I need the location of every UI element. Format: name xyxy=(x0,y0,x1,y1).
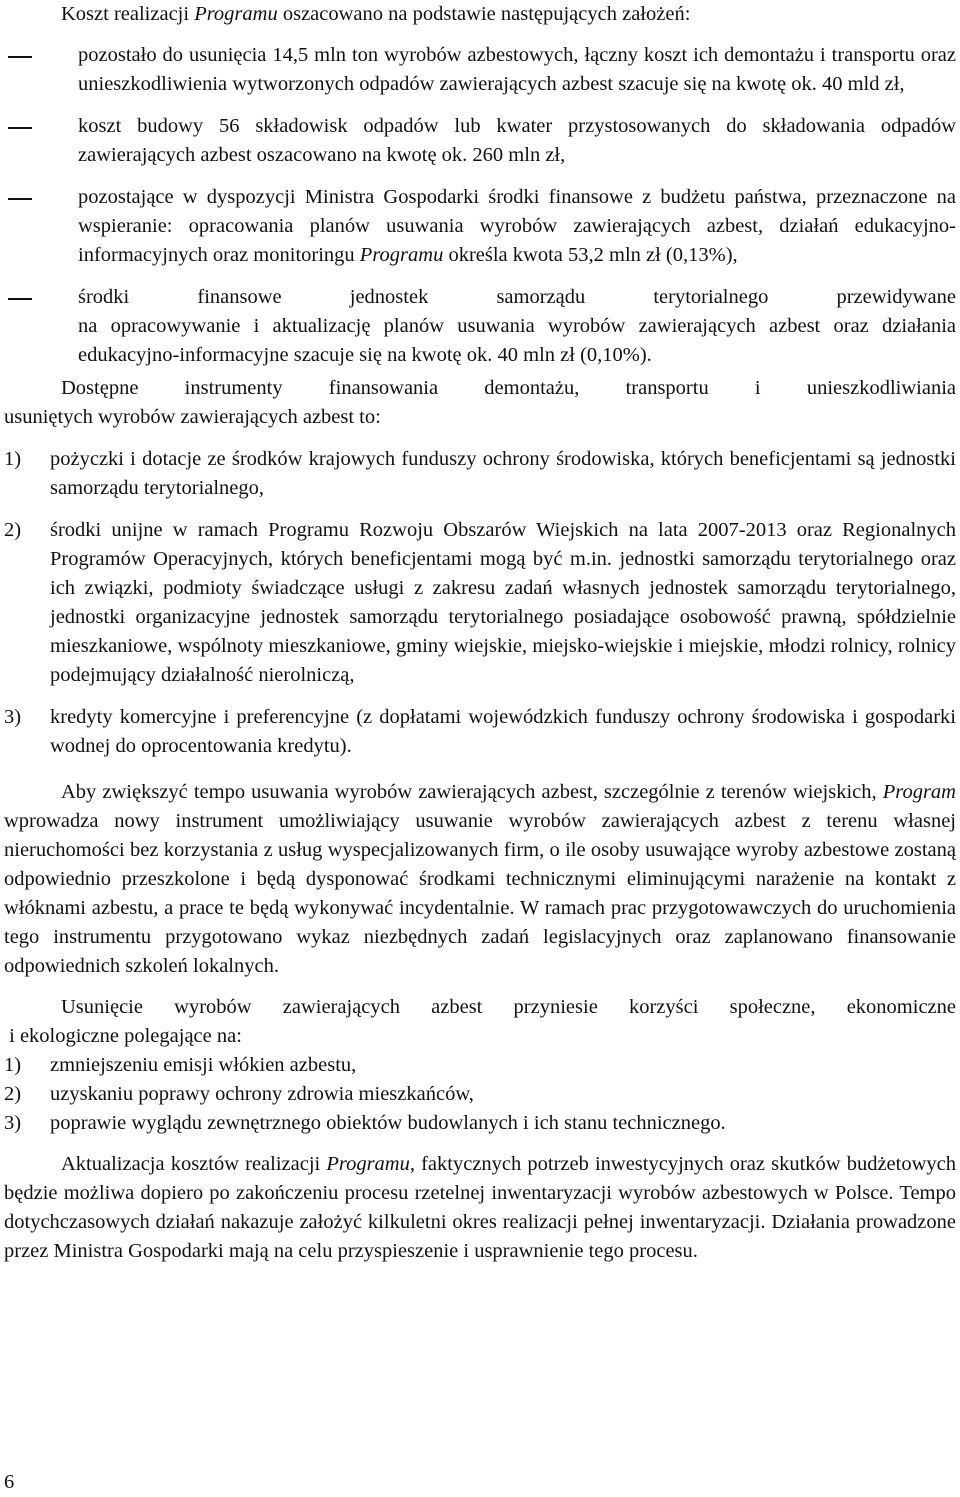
speed-paragraph: Aby zwiększyć tempo usuwania wyrobów zawierających azbest, szczególnie z terenów wiejskich, Program wprowadza nowy instrument umożliwiający usuwanie wyrobów zawierających azbest z terenu własnej nieruchomości bez korzystania z usług wyspecjalizowanych firm, o ile osoby usuwające wyroby azbestowe zostaną odpowiednio przeszkolone i będą dysponować środkami technicznymi eliminującymi narażenie na kontakt z włóknami azbestu, a prace te będą wykonywać incydentalnie. W ramach prac przygotowawczych do uruchomienia tego instrumentu przygotowano wykaz niezbędnych zadań legislacyjnych oraz zaplanowano finansowanie odpowiednich szkoleń lokalnych. xyxy=(4,781,956,977)
numbered-list-item: 3) poprawie wyglądu zewnętrznego obiektów budowlanych i ich stanu technicznego. xyxy=(4,1112,726,1134)
numbered-list-item: 3) kredyty komercyjne i preferencyjne (z dopłatami wojewódzkich funduszy ochrony środowiska i gospodarki wodnej do oprocentowania kredytu). xyxy=(4,706,956,757)
numbered-list-item: 2) środki unijne w ramach Programu Rozwoju Obszarów Wiejskich na lata 2007-2013 oraz Regionalnych Programów Operacyjnych, których beneficjentami mogą być m.in. jednostki samorządu terytorialnego oraz ich związki, podmioty świadczące usługi z zakresu zadań własnych jednostek samorządu terytorialnego, jednostki organizacyjne jednostek samorządu terytorialnego posiadające osobowość prawną, spółdzielnie mieszkaniowe, wspólnoty mieszkaniowe, gminy wiejskie, miejsko-wiejskie i miejskie, młodzi rolnicy, rolnicy podejmujący działalność nierolniczą, xyxy=(4,519,956,686)
dash-list-item: koszt budowy 56 składowisk odpadów lub kwater przystosowanych do składowania odpadów zawierających azbest oszacowano na kwotę ok. 260 mln zł, xyxy=(4,112,956,170)
benefits-section: Usunięcie wyrobów zawierających azbest przyniesie korzyści społeczne, ekonomiczne i ekologiczne polegające na: 1) zmniejszeniu emisji włókien azbestu, 2) uzyskaniu poprawy ochrony zdrowia mieszkańców, 3) poprawie wyglądu zewnętrznego obiektów budowlanych i ich stanu technicznego. xyxy=(4,993,956,1138)
numbered-list-item: 1) zmniejszeniu emisji włókien azbestu, xyxy=(4,1054,357,1076)
dash-list-item: pozostające w dyspozycji Ministra Gospodarki środki finansowe z budżetu państwa, przeznaczone na wspieranie: opracowania planów usuwania wyrobów zawierających azbest, działań edukacyjno-informacyjnych oraz monitoringu Programu określa kwota 53,2 mln zł (0,13%), xyxy=(4,183,956,270)
instruments-intro: Dostępne instrumenty finansowania demontażu, transportu i unieszkodliwiania usuniętych wyrobów zawierających azbest to: xyxy=(4,377,956,428)
numbered-list-item: 1) pożyczki i dotacje ze środków krajowych funduszy ochrony środowiska, których beneficjentami są jednostki samorządu terytorialnego, xyxy=(4,448,956,499)
instruments-list xyxy=(4,445,956,761)
intro-paragraph: Koszt realizacji Programu oszacowano na podstawie następujących założeń: xyxy=(61,3,691,25)
document-page xyxy=(4,0,956,1266)
dash-list-item: środki finansowe jednostek samorządu terytorialnego przewidywane na opracowywanie i aktualizację planów usuwania wyrobów zawierających azbest oraz działania edukacyjno-informacyjne szacuje się na kwotę ok. 40 mln zł (0,10%). xyxy=(4,283,956,370)
update-paragraph: Aktualizacja kosztów realizacji Programu, faktycznych potrzeb inwestycyjnych oraz skutków budżetowych będzie możliwa dopiero po zakończeniu procesu rzetelnej inwentaryzacji wyrobów azbestowych w Polsce. Tempo dotychczasowych działań nakazuje założyć kilkuletni okres realizacji pełnej inwentaryzacji. Działania prowadzone przez Ministra Gospodarki mają na celu przyspieszenie i usprawnienie tego procesu. xyxy=(4,1153,956,1262)
numbered-list-item: 2) uzyskaniu poprawy ochrony zdrowia mieszkańców, xyxy=(4,1083,474,1105)
dash-bullet xyxy=(4,112,78,170)
page-number: 6 xyxy=(4,1471,15,1493)
dash-bullet xyxy=(4,283,78,370)
dash-bullet xyxy=(4,183,78,270)
dash-list-item: pozostało do usunięcia 14,5 mln ton wyrobów azbestowych, łączny koszt ich demontażu i transportu oraz unieszkodliwienia wytworzonych odpadów zawierających azbest szacuje się na kwotę ok. 40 mld zł, xyxy=(4,41,956,99)
cost-assumptions-list xyxy=(4,41,956,370)
dash-bullet xyxy=(4,41,78,99)
